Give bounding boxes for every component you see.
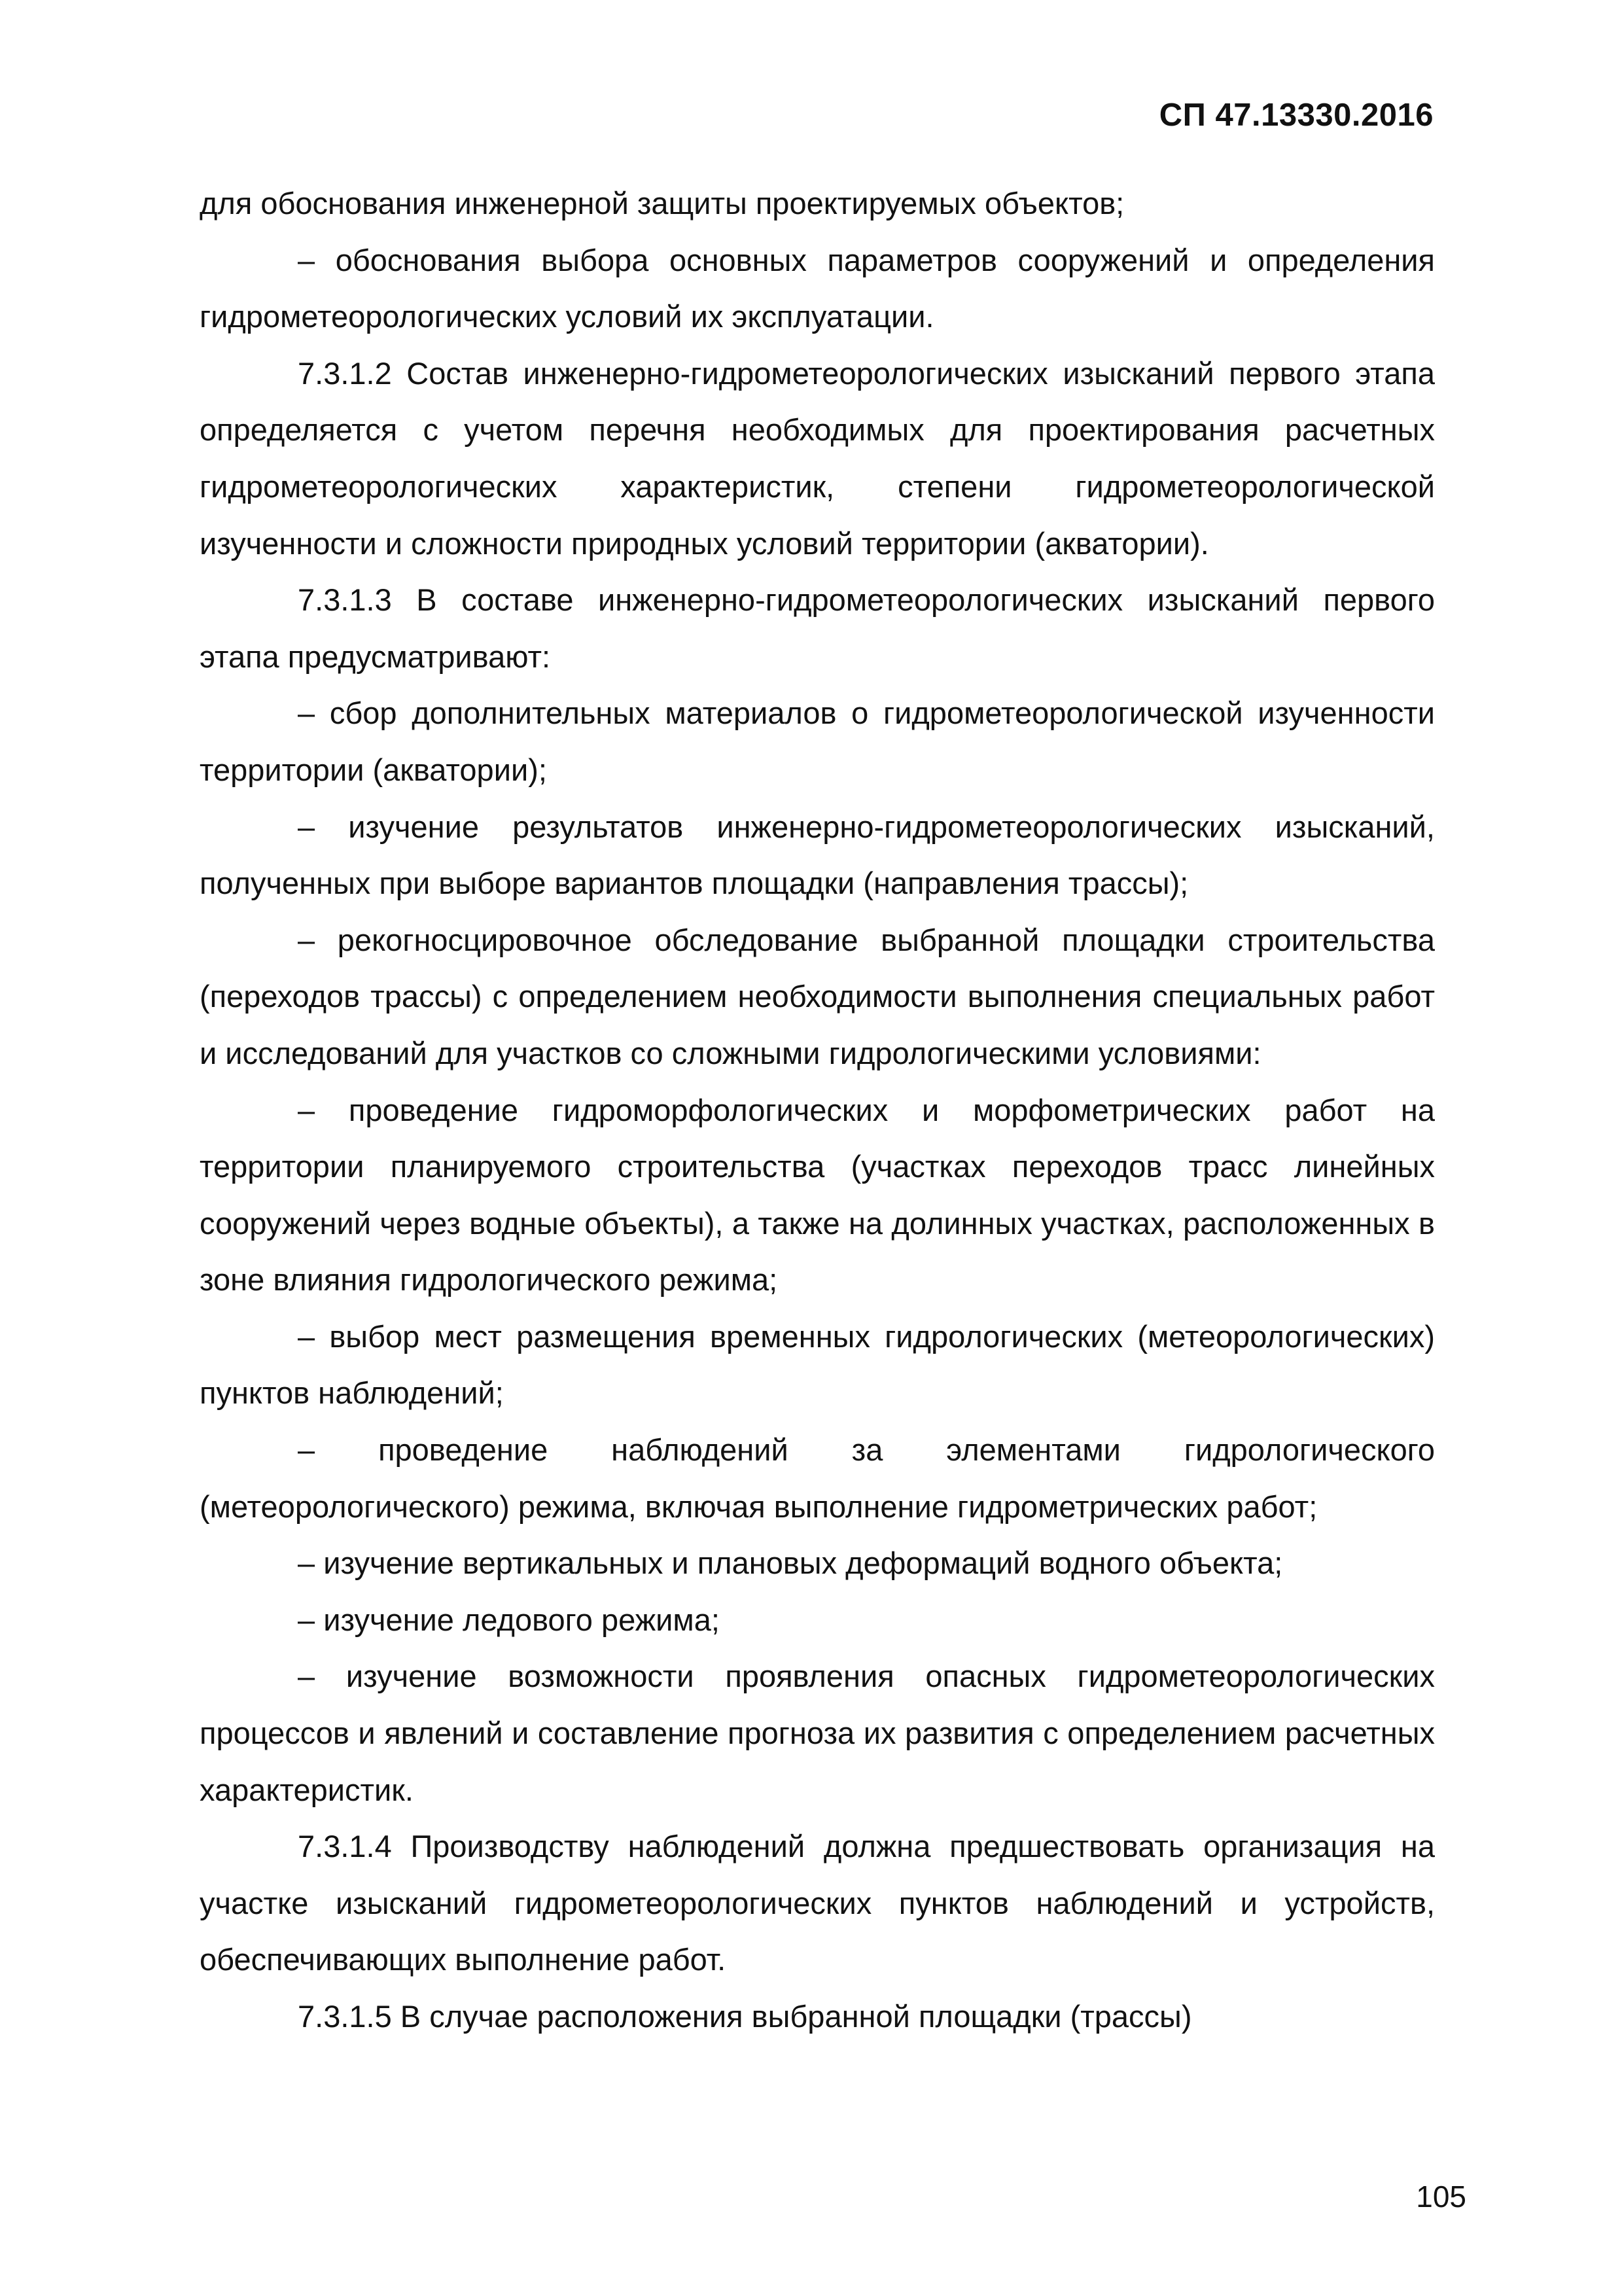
clause-7-3-1-5: 7.3.1.5 В случае расположения выбранной площадки (трассы) [298,1999,1192,2034]
clause-7-3-1-3: 7.3.1.3 В составе инженерно-гидрометеорологических изысканий первого этапа предусматривают: [200,582,1435,674]
list-item: – изучение возможности проявления опасных гидрометеорологических процессов и явлений и составление прогноза их развития с определением расчетных характеристик. [200,1659,1435,1807]
page-body [200,175,1435,2045]
list-item: – проведение гидроморфологических и морфометрических работ на территории планируемого строительства (участках переходов трасс линейных сооружений через водные объекты), а также на долинных участках, расположенных в зоне влияния гидрологического режима; [200,1092,1435,1298]
clause-7-3-1-2: 7.3.1.2 Состав инженерно-гидрометеорологических изысканий первого этапа определяется с учетом перечня необходимых для проектирования расчетных гидрометеорологических характеристик, степени гидрометеорологической изученности и сложности природных условий территории (акватории). [200,355,1435,561]
clause-7-3-1-4: 7.3.1.4 Производству наблюдений должна предшествовать организация на участке изысканий гидрометеорологических пунктов наблюдений и устройств, обеспечивающих выполнение работ. [200,1829,1435,1977]
list-item: – выбор мест размещения временных гидрологических (метеорологических) пунктов наблюдений; [200,1318,1435,1411]
page-number: 105 [1416,2180,1466,2214]
list-item: – сбор дополнительных материалов о гидрометеорологической изученности территории (акватории); [200,696,1435,787]
document-code: СП 47.13330.2016 [1159,97,1434,133]
list-item: – проведение наблюдений за элементами гидрологического (метеорологического) режима, включая выполнение гидрометрических работ; [200,1432,1435,1524]
list-item: – изучение вертикальных и плановых деформаций водного объекта; [298,1545,1283,1581]
list-item: – рекогносцировочное обследование выбранной площадки строительства (переходов трассы) с определением необходимости выполнения специальных работ и исследований для участков со сложными гидрологическими условиями: [200,922,1435,1070]
list-item: – изучение ледового режима; [298,1602,720,1637]
paragraph-continuation: для обоснования инженерной защиты проектируемых объектов; [200,186,1125,221]
list-item: – обоснования выбора основных параметров сооружений и определения гидрометеорологических условий их эксплуатации. [200,242,1435,334]
list-item: – изучение результатов инженерно-гидрометеорологических изысканий, полученных при выборе вариантов площадки (направления трассы); [200,809,1435,901]
